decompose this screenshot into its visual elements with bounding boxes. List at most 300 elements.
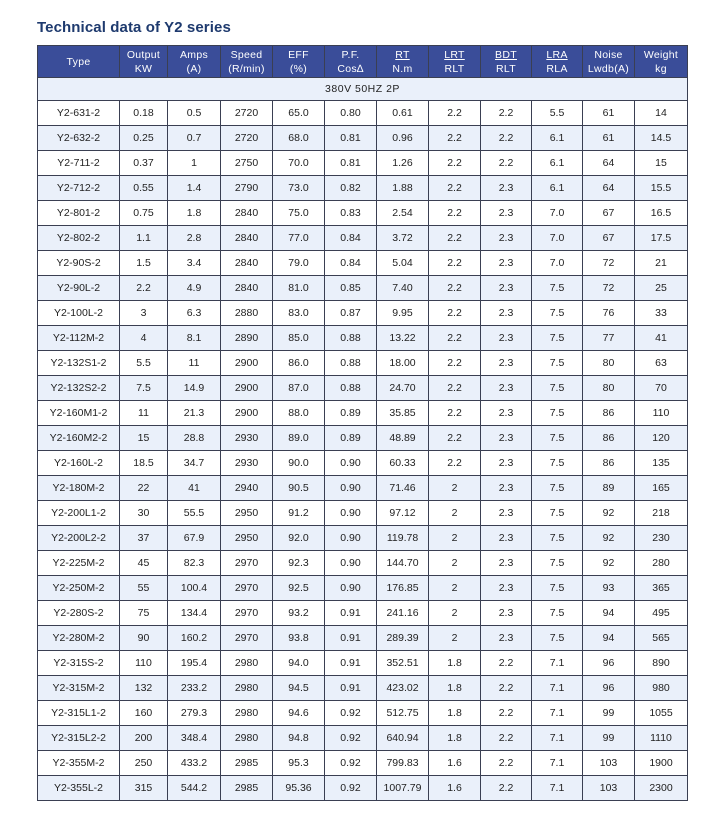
table-cell: 3.72 xyxy=(377,226,429,251)
table-cell: 135 xyxy=(635,451,688,476)
table-cell: 6.1 xyxy=(532,176,583,201)
table-cell: 2 xyxy=(429,526,481,551)
table-cell: 2.3 xyxy=(481,201,532,226)
table-cell: 7.5 xyxy=(532,351,583,376)
header-line-1: Noise xyxy=(594,48,623,61)
table-cell: 15 xyxy=(635,151,688,176)
header-type xyxy=(38,46,120,78)
header-row xyxy=(38,46,688,78)
table-row xyxy=(38,726,688,751)
table-cell: 83.0 xyxy=(273,301,325,326)
table-cell: 61 xyxy=(583,126,635,151)
table-row xyxy=(38,401,688,426)
header-numerator: BDT xyxy=(495,48,517,61)
table-cell: 14.9 xyxy=(168,376,221,401)
table-cell: 5.5 xyxy=(120,351,168,376)
table-cell: 2 xyxy=(429,551,481,576)
table-cell: 120 xyxy=(635,426,688,451)
table-cell: 2.2 xyxy=(481,726,532,751)
table-cell: 3 xyxy=(120,301,168,326)
table-cell: 24.70 xyxy=(377,376,429,401)
table-cell: 0.25 xyxy=(120,126,168,151)
table-cell: 73.0 xyxy=(273,176,325,201)
table-cell: 5.5 xyxy=(532,101,583,126)
header-line-1: Speed xyxy=(230,48,263,61)
table-row xyxy=(38,676,688,701)
table-cell: 2.2 xyxy=(481,101,532,126)
table-cell: 640.94 xyxy=(377,726,429,751)
table-cell: 2985 xyxy=(221,751,273,776)
table-cell: 21 xyxy=(635,251,688,276)
table-cell: 2985 xyxy=(221,776,273,801)
header-numerator: LRT xyxy=(444,48,465,61)
table-cell: 77.0 xyxy=(273,226,325,251)
table-row xyxy=(38,576,688,601)
table-cell: 2.2 xyxy=(481,651,532,676)
table-cell: 7.5 xyxy=(532,476,583,501)
table-cell: 75.0 xyxy=(273,201,325,226)
table-cell: 93.2 xyxy=(273,601,325,626)
table-cell: 96 xyxy=(583,676,635,701)
table-cell: 14.5 xyxy=(635,126,688,151)
table-cell: 97.12 xyxy=(377,501,429,526)
table-cell: 0.61 xyxy=(377,101,429,126)
motor-type-cell: Y2-315M-2 xyxy=(38,676,120,701)
table-cell: 0.96 xyxy=(377,126,429,151)
table-row xyxy=(38,126,688,151)
motor-type-cell: Y2-132S2-2 xyxy=(38,376,120,401)
header-line-1: Output xyxy=(126,48,161,61)
table-cell: 90.5 xyxy=(273,476,325,501)
table-cell: 980 xyxy=(635,676,688,701)
table-cell: 1.1 xyxy=(120,226,168,251)
motor-type-cell: Y2-355L-2 xyxy=(38,776,120,801)
table-cell: 77 xyxy=(583,326,635,351)
table-cell: 7.5 xyxy=(532,276,583,301)
table-cell: 92.0 xyxy=(273,526,325,551)
table-cell: 2.3 xyxy=(481,551,532,576)
table-cell: 2930 xyxy=(221,451,273,476)
motor-type-cell: Y2-802-2 xyxy=(38,226,120,251)
table-row xyxy=(38,701,688,726)
table-cell: 1.8 xyxy=(429,651,481,676)
table-cell: 2930 xyxy=(221,426,273,451)
table-cell: 2950 xyxy=(221,526,273,551)
table-cell: 96 xyxy=(583,651,635,676)
table-cell: 2.3 xyxy=(481,451,532,476)
table-cell: 2 xyxy=(429,501,481,526)
table-cell: 86.0 xyxy=(273,351,325,376)
table-cell: 33 xyxy=(635,301,688,326)
table-cell: 2.3 xyxy=(481,301,532,326)
table-cell: 7.40 xyxy=(377,276,429,301)
table-cell: 75 xyxy=(120,601,168,626)
table-cell: 0.85 xyxy=(325,276,377,301)
table-row xyxy=(38,376,688,401)
table-cell: 0.5 xyxy=(168,101,221,126)
table-cell: 1900 xyxy=(635,751,688,776)
table-cell: 21.3 xyxy=(168,401,221,426)
table-cell: 4.9 xyxy=(168,276,221,301)
table-cell: 1.6 xyxy=(429,751,481,776)
table-row xyxy=(38,301,688,326)
header-output xyxy=(120,46,168,78)
header-line-1: Weight xyxy=(643,48,679,61)
table-cell: 0.89 xyxy=(325,426,377,451)
table-cell: 0.84 xyxy=(325,226,377,251)
table-cell: 0.91 xyxy=(325,601,377,626)
table-cell: 90 xyxy=(120,626,168,651)
table-cell: 544.2 xyxy=(168,776,221,801)
table-cell: 45 xyxy=(120,551,168,576)
table-cell: 99 xyxy=(583,701,635,726)
table-cell: 7.1 xyxy=(532,776,583,801)
header-numerator: RT xyxy=(395,48,410,61)
table-cell: 2880 xyxy=(221,301,273,326)
table-cell: 76 xyxy=(583,301,635,326)
table-cell: 18.5 xyxy=(120,451,168,476)
table-cell: 7.1 xyxy=(532,751,583,776)
table-row xyxy=(38,451,688,476)
header-fraction xyxy=(444,48,465,76)
motor-type-cell: Y2-801-2 xyxy=(38,201,120,226)
table-cell: 0.90 xyxy=(325,526,377,551)
table-cell: 2.3 xyxy=(481,326,532,351)
table-cell: 2.3 xyxy=(481,426,532,451)
motor-type-cell: Y2-132S1-2 xyxy=(38,351,120,376)
table-cell: 64 xyxy=(583,151,635,176)
table-cell: 2.2 xyxy=(429,126,481,151)
table-row xyxy=(38,101,688,126)
table-cell: 0.7 xyxy=(168,126,221,151)
table-cell: 2.2 xyxy=(481,751,532,776)
table-cell: 80 xyxy=(583,376,635,401)
table-cell: 2980 xyxy=(221,701,273,726)
table-cell: 89 xyxy=(583,476,635,501)
header-amps xyxy=(168,46,221,78)
table-cell: 7.5 xyxy=(532,401,583,426)
table-cell: 0.18 xyxy=(120,101,168,126)
motor-type-cell: Y2-160M1-2 xyxy=(38,401,120,426)
table-cell: 1.5 xyxy=(120,251,168,276)
table-cell: 2 xyxy=(429,476,481,501)
motor-type-cell: Y2-90L-2 xyxy=(38,276,120,301)
table-cell: 0.83 xyxy=(325,201,377,226)
table-cell: 2.2 xyxy=(481,126,532,151)
table-cell: 176.85 xyxy=(377,576,429,601)
table-cell: 3.4 xyxy=(168,251,221,276)
table-cell: 103 xyxy=(583,776,635,801)
table-cell: 241.16 xyxy=(377,601,429,626)
table-cell: 7.5 xyxy=(532,626,583,651)
table-cell: 0.89 xyxy=(325,401,377,426)
table-cell: 132 xyxy=(120,676,168,701)
table-cell: 2.54 xyxy=(377,201,429,226)
table-cell: 41 xyxy=(168,476,221,501)
motor-type-cell: Y2-250M-2 xyxy=(38,576,120,601)
table-row xyxy=(38,351,688,376)
table-cell: 2890 xyxy=(221,326,273,351)
header-speed xyxy=(221,46,273,78)
table-cell: 71.46 xyxy=(377,476,429,501)
table-cell: 348.4 xyxy=(168,726,221,751)
table-cell: 2.2 xyxy=(429,176,481,201)
table-cell: 2.3 xyxy=(481,251,532,276)
table-cell: 11 xyxy=(168,351,221,376)
table-cell: 94 xyxy=(583,601,635,626)
table-cell: 230 xyxy=(635,526,688,551)
table-cell: 0.81 xyxy=(325,151,377,176)
table-cell: 195.4 xyxy=(168,651,221,676)
table-cell: 64 xyxy=(583,176,635,201)
table-row xyxy=(38,201,688,226)
table-cell: 2.2 xyxy=(481,676,532,701)
table-cell: 15.5 xyxy=(635,176,688,201)
table-cell: 7.0 xyxy=(532,226,583,251)
table-cell: 200 xyxy=(120,726,168,751)
table-cell: 67.9 xyxy=(168,526,221,551)
table-cell: 22 xyxy=(120,476,168,501)
table-cell: 2.2 xyxy=(429,301,481,326)
table-cell: 1.8 xyxy=(429,726,481,751)
table-cell: 18.00 xyxy=(377,351,429,376)
header-line-1: Type xyxy=(66,55,91,68)
header-line-2: kg xyxy=(655,62,667,75)
table-cell: 6.1 xyxy=(532,151,583,176)
table-cell: 2980 xyxy=(221,676,273,701)
table-cell: 495 xyxy=(635,601,688,626)
table-cell: 2940 xyxy=(221,476,273,501)
motor-type-cell: Y2-180M-2 xyxy=(38,476,120,501)
table-row xyxy=(38,776,688,801)
table-cell: 0.55 xyxy=(120,176,168,201)
table-row xyxy=(38,626,688,651)
table-cell: 85.0 xyxy=(273,326,325,351)
table-cell: 0.92 xyxy=(325,776,377,801)
table-cell: 160.2 xyxy=(168,626,221,651)
table-cell: 7.5 xyxy=(532,576,583,601)
table-cell: 35.85 xyxy=(377,401,429,426)
table-cell: 2.3 xyxy=(481,276,532,301)
table-cell: 82.3 xyxy=(168,551,221,576)
header-denominator: RLT xyxy=(496,62,516,75)
table-cell: 365 xyxy=(635,576,688,601)
table-cell: 2.3 xyxy=(481,576,532,601)
table-cell: 60.33 xyxy=(377,451,429,476)
header-line-2: KW xyxy=(134,62,153,75)
table-cell: 0.91 xyxy=(325,676,377,701)
table-cell: 0.92 xyxy=(325,751,377,776)
table-cell: 103 xyxy=(583,751,635,776)
table-cell: 890 xyxy=(635,651,688,676)
table-cell: 2840 xyxy=(221,226,273,251)
table-cell: 2.2 xyxy=(120,276,168,301)
table-cell: 61 xyxy=(583,101,635,126)
table-cell: 2.2 xyxy=(429,101,481,126)
table-cell: 7.5 xyxy=(532,601,583,626)
header-denominator: RLA xyxy=(546,62,568,75)
table-cell: 16.5 xyxy=(635,201,688,226)
table-cell: 63 xyxy=(635,351,688,376)
table-cell: 94.8 xyxy=(273,726,325,751)
table-cell: 68.0 xyxy=(273,126,325,151)
table-cell: 280 xyxy=(635,551,688,576)
table-cell: 2.2 xyxy=(429,251,481,276)
header-weight xyxy=(635,46,688,78)
table-cell: 2.2 xyxy=(429,426,481,451)
table-cell: 2840 xyxy=(221,201,273,226)
table-cell: 87.0 xyxy=(273,376,325,401)
table-cell: 512.75 xyxy=(377,701,429,726)
motor-type-cell: Y2-112M-2 xyxy=(38,326,120,351)
table-cell: 86 xyxy=(583,426,635,451)
table-cell: 5.04 xyxy=(377,251,429,276)
table-cell: 279.3 xyxy=(168,701,221,726)
table-cell: 92.5 xyxy=(273,576,325,601)
table-cell: 2900 xyxy=(221,376,273,401)
table-cell: 8.1 xyxy=(168,326,221,351)
table-cell: 110 xyxy=(120,651,168,676)
motor-type-cell: Y2-225M-2 xyxy=(38,551,120,576)
table-cell: 0.82 xyxy=(325,176,377,201)
table-cell: 65.0 xyxy=(273,101,325,126)
table-cell: 48.89 xyxy=(377,426,429,451)
table-cell: 88.0 xyxy=(273,401,325,426)
table-cell: 4 xyxy=(120,326,168,351)
table-row xyxy=(38,426,688,451)
table-cell: 67 xyxy=(583,226,635,251)
motor-type-cell: Y2-280M-2 xyxy=(38,626,120,651)
table-cell: 2840 xyxy=(221,276,273,301)
motor-type-cell: Y2-200L1-2 xyxy=(38,501,120,526)
header-numerator: LRA xyxy=(546,48,568,61)
table-cell: 17.5 xyxy=(635,226,688,251)
table-cell: 2.2 xyxy=(481,776,532,801)
header-line-2: (R/min) xyxy=(228,62,265,75)
table-cell: 2.2 xyxy=(429,276,481,301)
table-cell: 92 xyxy=(583,501,635,526)
table-cell: 2.2 xyxy=(429,151,481,176)
table-cell: 99 xyxy=(583,726,635,751)
page-title: Technical data of Y2 series xyxy=(37,19,231,36)
technical-data-table xyxy=(37,45,688,801)
table-cell: 2.2 xyxy=(429,351,481,376)
table-cell: 7.0 xyxy=(532,251,583,276)
table-cell: 94 xyxy=(583,626,635,651)
table-cell: 433.2 xyxy=(168,751,221,776)
table-cell: 289.39 xyxy=(377,626,429,651)
table-cell: 55.5 xyxy=(168,501,221,526)
header-fraction xyxy=(392,48,412,76)
table-cell: 0.90 xyxy=(325,451,377,476)
table-row xyxy=(38,601,688,626)
table-cell: 7.5 xyxy=(532,451,583,476)
header-line-1: EFF xyxy=(288,48,309,61)
table-cell: 0.92 xyxy=(325,726,377,751)
table-cell: 0.81 xyxy=(325,126,377,151)
table-cell: 1.88 xyxy=(377,176,429,201)
table-cell: 72 xyxy=(583,251,635,276)
table-cell: 2 xyxy=(429,601,481,626)
table-cell: 0.90 xyxy=(325,476,377,501)
header-line-1: P.F. xyxy=(341,48,360,61)
table-cell: 2720 xyxy=(221,126,273,151)
table-cell: 423.02 xyxy=(377,676,429,701)
table-cell: 2970 xyxy=(221,576,273,601)
table-row xyxy=(38,326,688,351)
table-cell: 110 xyxy=(635,401,688,426)
table-cell: 92 xyxy=(583,551,635,576)
table-cell: 0.87 xyxy=(325,301,377,326)
table-cell: 7.1 xyxy=(532,651,583,676)
table-cell: 41 xyxy=(635,326,688,351)
table-cell: 7.5 xyxy=(120,376,168,401)
header-lra xyxy=(532,46,583,78)
table-cell: 70 xyxy=(635,376,688,401)
table-cell: 11 xyxy=(120,401,168,426)
table-cell: 1.26 xyxy=(377,151,429,176)
table-cell: 95.3 xyxy=(273,751,325,776)
header-bdt xyxy=(481,46,532,78)
table-cell: 0.91 xyxy=(325,626,377,651)
header-denominator: RLT xyxy=(444,62,465,75)
table-cell: 7.5 xyxy=(532,301,583,326)
table-cell: 565 xyxy=(635,626,688,651)
table-row xyxy=(38,551,688,576)
table-cell: 0.80 xyxy=(325,101,377,126)
motor-type-cell: Y2-315L1-2 xyxy=(38,701,120,726)
table-cell: 7.5 xyxy=(532,526,583,551)
table-cell: 2.2 xyxy=(429,451,481,476)
table-cell: 13.22 xyxy=(377,326,429,351)
table-cell: 1 xyxy=(168,151,221,176)
table-cell: 14 xyxy=(635,101,688,126)
table-cell: 2.3 xyxy=(481,176,532,201)
table-cell: 95.36 xyxy=(273,776,325,801)
table-cell: 100.4 xyxy=(168,576,221,601)
table-cell: 144.70 xyxy=(377,551,429,576)
table-cell: 2970 xyxy=(221,626,273,651)
motor-type-cell: Y2-315S-2 xyxy=(38,651,120,676)
table-cell: 6.3 xyxy=(168,301,221,326)
table-cell: 6.1 xyxy=(532,126,583,151)
table-cell: 2.2 xyxy=(429,226,481,251)
motor-type-cell: Y2-631-2 xyxy=(38,101,120,126)
table-cell: 1.8 xyxy=(168,201,221,226)
table-cell: 55 xyxy=(120,576,168,601)
header-denominator: N.m xyxy=(392,62,413,75)
table-cell: 165 xyxy=(635,476,688,501)
table-cell: 0.88 xyxy=(325,376,377,401)
table-cell: 0.88 xyxy=(325,351,377,376)
table-cell: 2970 xyxy=(221,551,273,576)
table-cell: 93.8 xyxy=(273,626,325,651)
table-cell: 94.0 xyxy=(273,651,325,676)
motor-type-cell: Y2-160L-2 xyxy=(38,451,120,476)
table-cell: 315 xyxy=(120,776,168,801)
header-line-2: (%) xyxy=(289,62,308,75)
motor-type-cell: Y2-90S-2 xyxy=(38,251,120,276)
table-cell: 28.8 xyxy=(168,426,221,451)
table-cell: 72 xyxy=(583,276,635,301)
table-cell: 1055 xyxy=(635,701,688,726)
table-row xyxy=(38,176,688,201)
table-cell: 1007.79 xyxy=(377,776,429,801)
table-cell: 0.91 xyxy=(325,651,377,676)
table-cell: 2.2 xyxy=(429,376,481,401)
table-cell: 30 xyxy=(120,501,168,526)
table-cell: 91.2 xyxy=(273,501,325,526)
